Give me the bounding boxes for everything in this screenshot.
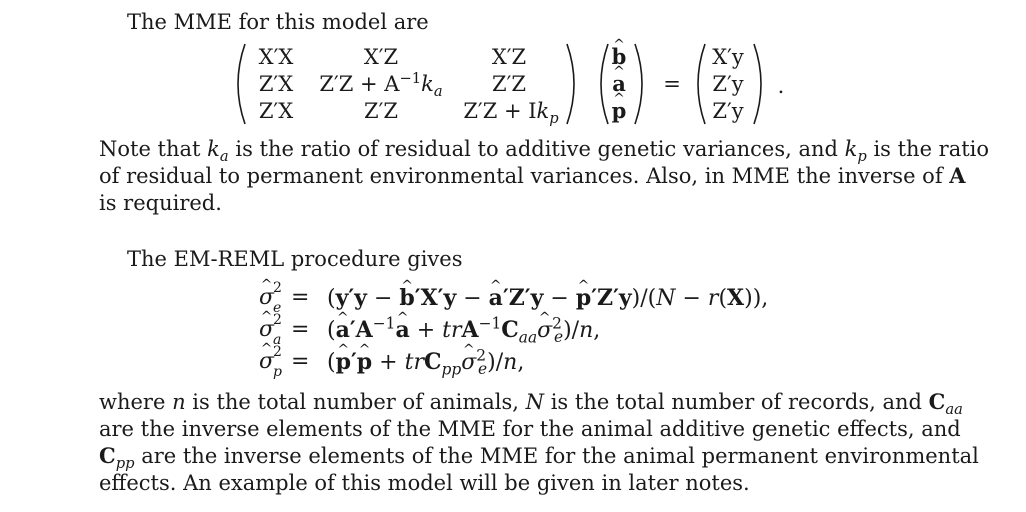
note-line-2: of residual to permanent environmental variances. Also, in MME the inverse of A [99, 163, 966, 188]
where-line-4: effects. An example of this model will be given in later notes. [99, 471, 750, 495]
matrix-r2c1: Z′X [258, 72, 294, 96]
unknown-b: ^ b [612, 44, 627, 70]
matrix-r3c1: Z′X [258, 99, 294, 123]
intro-text: The MME for this model are [127, 10, 429, 34]
sigma-e-lhs: ^ σ 2 e [259, 284, 274, 312]
matrix-r2c2: $Z'Z + A^{-1}k_a$ [319, 70, 443, 101]
note-line-3: is required. [99, 191, 222, 215]
matrix-r1c2: X′Z [363, 45, 399, 69]
procedure-text: The EM-REML procedure gives [127, 247, 463, 271]
right-paren-matrix [563, 42, 583, 126]
matrix-r2c3: Z′Z [492, 72, 526, 96]
rhs-r1: X′y [712, 45, 744, 69]
matrix-r3c2: Z′Z [364, 99, 398, 123]
where-line-2: are the inverse elements of the MME for the animal additive genetic effects, and [99, 417, 961, 441]
matrix-equals: = [663, 72, 681, 96]
rhs-r3: Z′y [712, 99, 744, 123]
unknown-a: ^ a [612, 71, 626, 97]
sigma-a-rhs: (^ $a'A^{-1}\^{}$ $a + trA^{-1}C_{aa}\^{}$ $\sigma^2_e)/n$, [327, 316, 600, 345]
eq-sign-p: = [291, 349, 310, 374]
right-paren-rhs [750, 42, 770, 126]
sigma-e-rhs: (y′y − ^ b′X′y − ^ a′Z′y − ^ p′Z′y)/(N − r(X)), [327, 284, 768, 313]
sigma-p-lhs: ^ σ 2 p [259, 348, 274, 376]
where-line-3: $C_{pp}$ are the inverse elements of the MME for the animal permanent environmental [99, 443, 979, 473]
matrix-r1c1: X′X [258, 45, 294, 69]
left-paren-matrix [229, 42, 249, 126]
eq-sign-a: = [291, 317, 310, 342]
matrix-period: . [777, 74, 785, 98]
left-paren-unknowns [592, 42, 612, 126]
left-paren-rhs [689, 42, 709, 126]
matrix-r3c3: $Z'Z + Ik_p$ [463, 99, 559, 128]
eq-sign-e: = [291, 285, 310, 310]
note-line-1: Note that $k_a$ is the ratio of residual to additive genetic variances, and $k_p$ is the ratio [99, 137, 990, 166]
sigma-p-rhs: (^ p′^ p + trC$_{pp}$^ $\sigma^2_e)/n$, [327, 348, 524, 377]
matrix-r1c3: X′Z [491, 45, 527, 69]
unknown-p: ^ p [612, 98, 627, 124]
right-paren-unknowns [631, 42, 651, 126]
where-line-1: where n is the total number of animals, N is the total number of records, and $C_{aa}$ [99, 389, 963, 419]
rhs-r2: Z′y [712, 72, 744, 96]
sigma-a-lhs: ^ σ 2 a [259, 316, 274, 344]
